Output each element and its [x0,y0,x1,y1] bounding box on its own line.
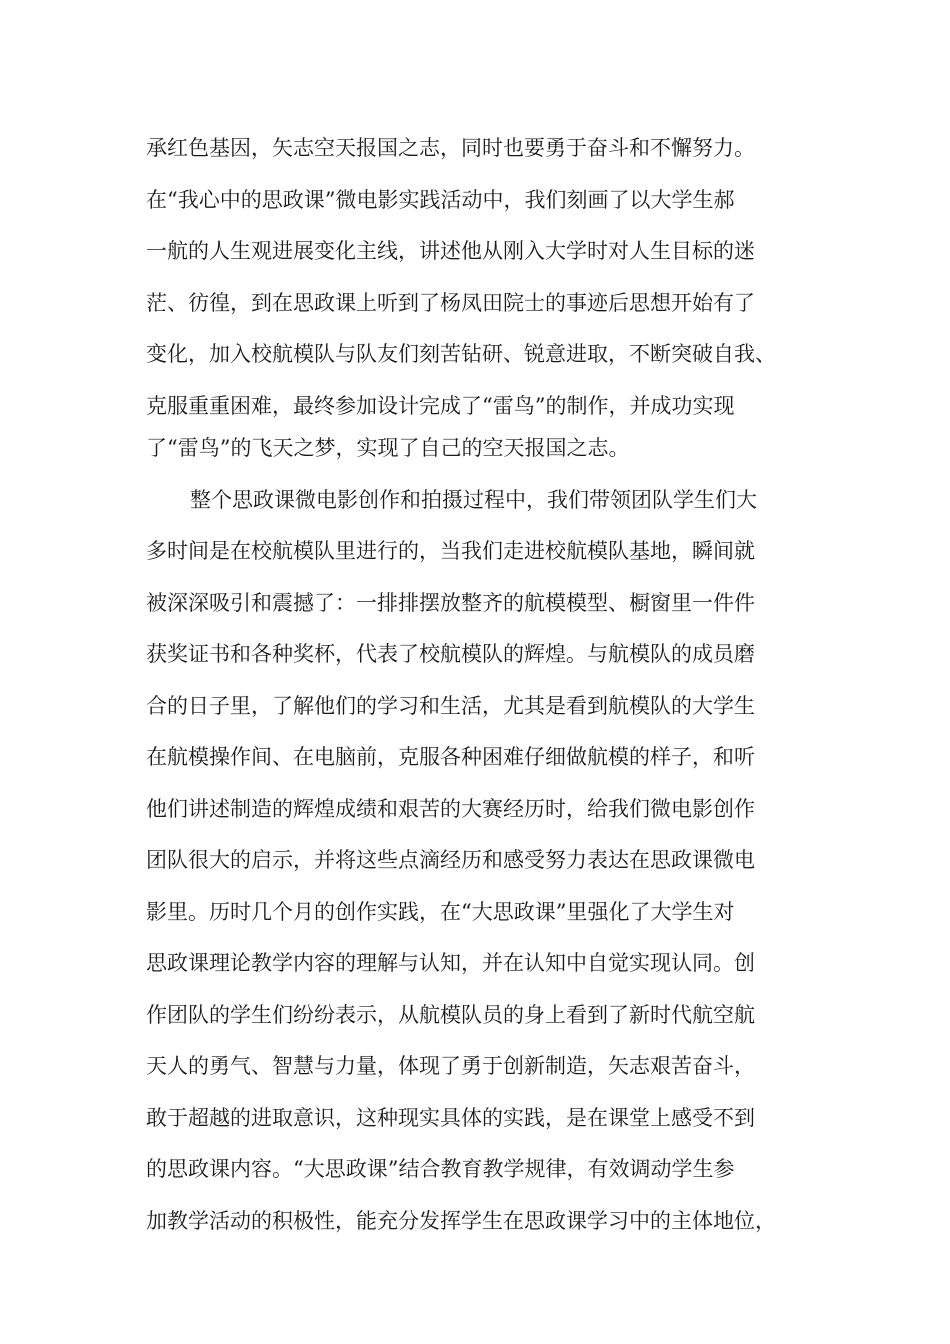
text-line: 了“雷鸟”的飞天之梦，实现了自己的空天报国之志。 [146,436,630,460]
text-line: 承红色基因，矢志空天报国之志，同时也要勇于奋斗和不懈努力。 [146,136,755,160]
text-line: 天人的勇气、智慧与力量，体现了勇于创新制造，矢志艰苦奋斗， [146,1054,755,1078]
text-line: 变化，加入校航模队与队友们刻苦钻研、锐意进取，不断突破自我、 [146,342,776,366]
text-line: 一航的人生观进展变化主线，讲述他从刚入大学时对人生目标的迷 [146,239,755,263]
text-line: 多时间是在校航模队里进行的，当我们走进校航模队基地，瞬间就 [146,539,755,563]
text-line: 合的日子里，了解他们的学习和生活，尤其是看到航模队的大学生 [146,694,755,718]
text-line: 在“我心中的思政课”微电影实践活动中，我们刻画了以大学生郝 [146,188,735,212]
text-line: 被深深吸引和震撼了：一排排摆放整齐的航模模型、橱窗里一件件 [146,591,755,615]
text-line: 整个思政课微电影创作和拍摄过程中，我们带领团队学生们大 [190,488,757,512]
text-line: 他们讲述制造的辉煌成绩和艰苦的大赛经历时，给我们微电影创作 [146,797,755,821]
text-line: 在航模操作间、在电脑前，克服各种困难仔细做航模的样子，和听 [146,745,755,769]
text-line: 作团队的学生们纷纷表示，从航模队员的身上看到了新时代航空航 [146,1003,755,1027]
text-line: 团队很大的启示，并将这些点滴经历和感受努力表达在思政课微电 [146,848,755,872]
text-line: 的思政课内容。“大思政课”结合教育教学规律，有效调动学生参 [146,1157,735,1181]
text-line: 加教学活动的积极性，能充分发挥学生在思政课学习中的主体地位， [146,1209,776,1233]
text-line: 克服重重困难，最终参加设计完成了“雷鸟”的制作，并成功实现 [146,394,735,418]
text-line: 获奖证书和各种奖杯，代表了校航模队的辉煌。与航模队的成员磨 [146,642,755,666]
text-line: 茫、彷徨，到在思政课上听到了杨凤田院士的事迹后思想开始有了 [146,291,755,315]
text-line: 思政课理论教学内容的理解与认知，并在认知中自觉实现认同。创 [146,951,755,975]
text-line: 敢于超越的进取意识，这种现实具体的实践，是在课堂上感受不到 [146,1106,755,1130]
text-line: 影里。历时几个月的创作实践，在“大思政课”里强化了大学生对 [146,900,735,924]
